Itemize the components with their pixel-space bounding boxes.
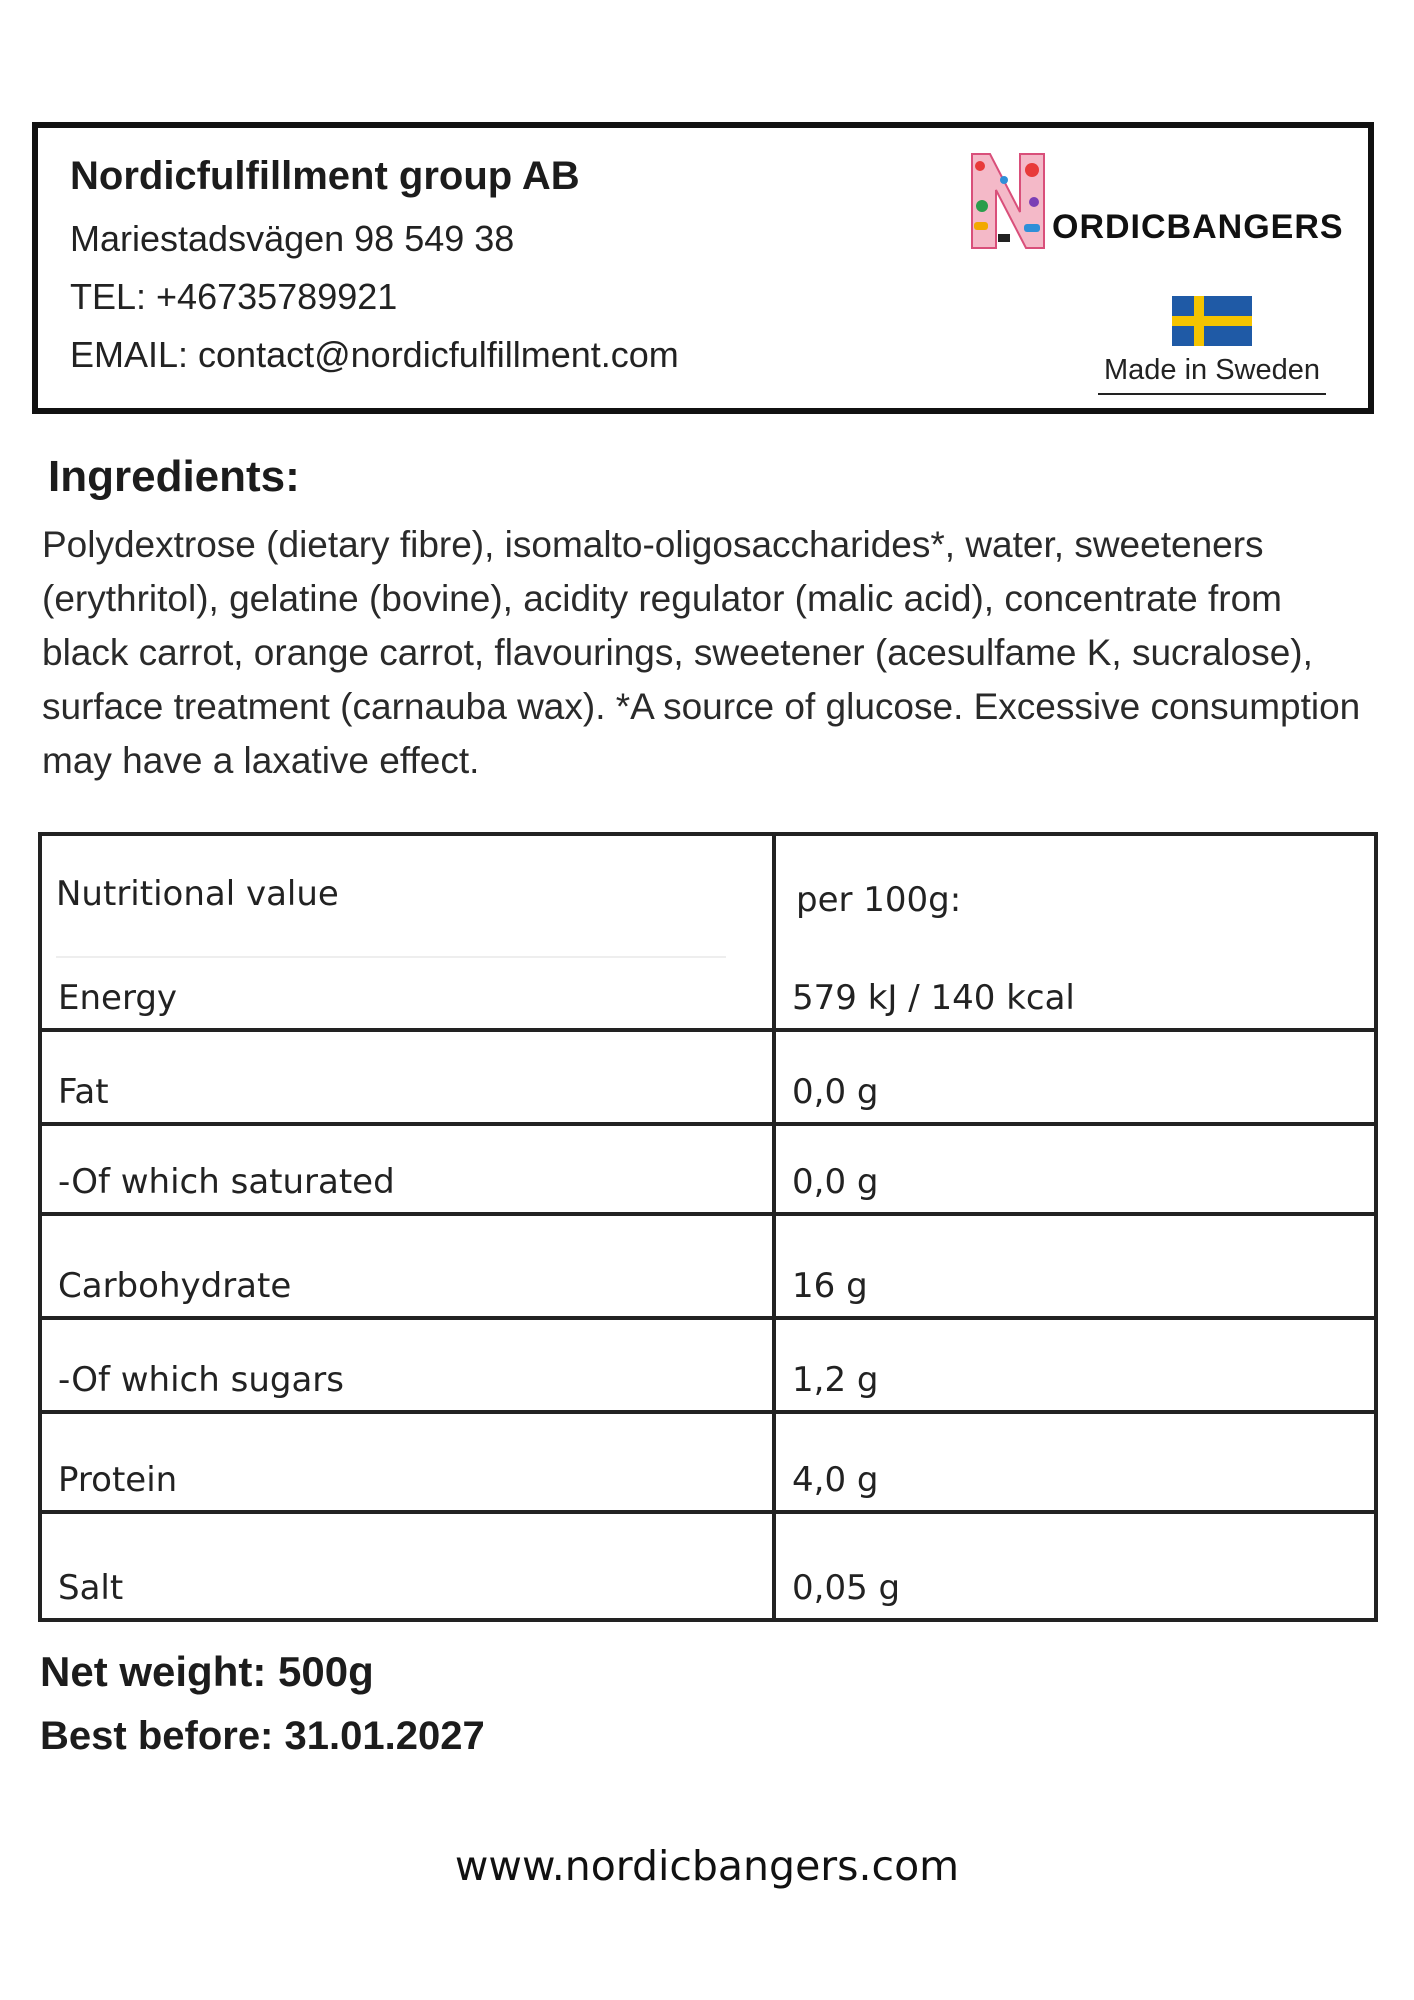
nutrition-header-label: Nutritional value — [56, 874, 339, 914]
swedish-flag-icon — [1172, 296, 1252, 346]
company-info-box — [32, 122, 1374, 414]
company-address: Mariestadsvägen 98 549 38 — [70, 218, 515, 259]
nutrient-name: -Of which saturated — [40, 1124, 774, 1214]
nutrition-row-protein — [40, 1412, 1376, 1512]
header-divider — [56, 956, 726, 958]
nutrition-table — [38, 832, 1378, 1622]
candy-letter-n-icon — [968, 150, 1048, 250]
ingredients-text: Polydextrose (dietary fibre), isomalto-oligosaccharides*, water, sweeteners (erythritol), gelatine (bovine), acidity regulator (malic acid), concentrate from black carrot, orange carrot, flavourings, sweetener (acesulfame K, sucralose), surface treatment (carnauba wax). *A source of glucose. Excessive consumption may have a laxative effect. — [42, 524, 1361, 781]
nutrient-value: 0,0 g — [774, 1030, 1376, 1124]
nutrition-header-unit: per 100g: — [796, 880, 962, 920]
nutrition-row-carbohydrate — [40, 1214, 1376, 1318]
net-weight: Net weight: 500g — [40, 1648, 374, 1695]
company-phone: TEL: +46735789921 — [70, 276, 398, 317]
nutrition-row-sugars — [40, 1318, 1376, 1412]
nutrient-value: 16 g — [774, 1214, 1376, 1318]
website-url: www.nordicbangers.com — [454, 1842, 960, 1890]
nutrient-value: 0,05 g — [774, 1512, 1376, 1620]
ingredients-heading: Ingredients: — [48, 452, 300, 501]
company-email: EMAIL: contact@nordicfulfillment.com — [70, 334, 679, 375]
nutrition-name-cell — [40, 834, 774, 1030]
company-name: Nordicfulfillment group AB — [70, 154, 580, 198]
nutrient-name: Salt — [40, 1512, 774, 1620]
best-before-date: Best before: 31.01.2027 — [40, 1714, 485, 1758]
nutrient-name: Energy — [58, 978, 178, 1018]
nordicbangers-logo — [968, 150, 1358, 250]
nutrient-name: Carbohydrate — [40, 1214, 774, 1318]
nutrient-value: 0,0 g — [774, 1124, 1376, 1214]
nutrient-name: -Of which sugars — [40, 1318, 774, 1412]
nutrient-value: 1,2 g — [774, 1318, 1376, 1412]
nutrient-name: Fat — [40, 1030, 774, 1124]
nutrient-name: Protein — [40, 1412, 774, 1512]
nutrition-row-energy — [40, 834, 1376, 1030]
nutrient-value: 4,0 g — [774, 1412, 1376, 1512]
made-in-sweden-label: Made in Sweden — [1098, 354, 1326, 395]
nutrition-row-saturated — [40, 1124, 1376, 1214]
nutrition-row-fat — [40, 1030, 1376, 1124]
nutrition-value-cell — [774, 834, 1376, 1030]
nutrient-value: 579 kJ / 140 kcal — [792, 978, 1075, 1018]
nutrition-row-salt — [40, 1512, 1376, 1620]
logo-text: ORDICBANGERS — [1052, 208, 1344, 246]
